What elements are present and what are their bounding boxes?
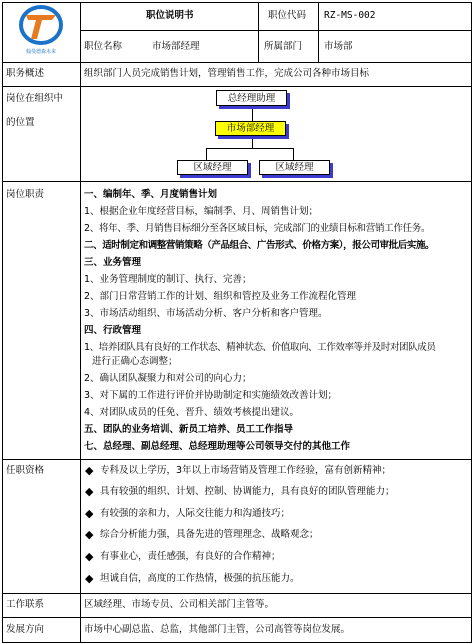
duty-line: 2、将年、季、月销售目标细分至各区域目标，完成部门的业绩目标和营销工作任务。 bbox=[84, 223, 431, 234]
org-connector-left bbox=[206, 148, 207, 160]
row-divider-duties bbox=[2, 459, 472, 460]
qualification-item: 综合分析能力强，具备先进的管理理念、战略观念； bbox=[100, 529, 319, 540]
table-border-bottom bbox=[2, 642, 472, 643]
qualification-item: 有事业心，责任感强，有良好的合作精神； bbox=[100, 551, 281, 562]
org-label-line1: 岗位在组织中 bbox=[6, 93, 64, 104]
duty-line: 1、根据企业年度经营目标，编制季、月、周销售计划； bbox=[84, 206, 319, 217]
duty-line: 2、部门日常营销工作的计划、组织和管控及业务工作流程化管理 bbox=[84, 291, 357, 302]
qualification-item: 坦诚自信，高度的工作热情，极强的抗压能力。 bbox=[100, 573, 300, 584]
column-divider-header-right bbox=[318, 2, 319, 63]
duty-heading: 三、业务管理 bbox=[84, 257, 142, 268]
column-divider-header-mid bbox=[258, 2, 259, 63]
org-label-line2: 的位置 bbox=[6, 117, 35, 128]
duty-heading: 二、适时制定和调整营销策略（产品组合、广告形式、价格方案），报公司审批后实施。 bbox=[84, 240, 435, 251]
row-divider-overview bbox=[2, 86, 472, 87]
qualification-item: 专科及以上学历，3年以上市场营销及管理工作经验，富有创新精神； bbox=[100, 465, 392, 476]
dept-label: 所属部门 bbox=[264, 41, 303, 52]
qualification-item: 有较强的亲和力，人际交往能力和沟通技巧； bbox=[100, 508, 291, 519]
row-divider-relations bbox=[2, 617, 472, 618]
work-relations-label: 工作联系 bbox=[6, 599, 45, 610]
development-label: 发展方向 bbox=[6, 624, 45, 635]
duty-heading: 四、行政管理 bbox=[84, 325, 142, 336]
duty-line: 3、市场活动组织、市场活动分析、客户分析和客户管理。 bbox=[84, 308, 328, 319]
row-divider-qualifications bbox=[2, 593, 472, 594]
bullet-icon: ◆ bbox=[85, 528, 94, 541]
logo-caption: 翰曼德森未来 bbox=[25, 49, 56, 55]
org-box-sub-right: 区域经理 bbox=[259, 160, 330, 175]
code-label: 职位代码 bbox=[268, 10, 307, 21]
row-divider-position bbox=[2, 62, 472, 63]
org-box-top: 总经理助理 bbox=[216, 90, 287, 106]
qualification-item: 具有较强的组织、计划、控制、协调能力，具有良好的团队管理能力； bbox=[100, 486, 395, 497]
column-divider-label bbox=[80, 2, 81, 643]
dept-value: 市场部 bbox=[324, 41, 353, 52]
bullet-icon: ◆ bbox=[85, 464, 94, 477]
row-divider-header bbox=[80, 30, 472, 31]
table-border-right bbox=[471, 2, 472, 643]
position-label: 职位名称 bbox=[84, 41, 123, 52]
table-border-left bbox=[2, 2, 3, 643]
overview-label: 职务概述 bbox=[6, 68, 45, 79]
table-border-top bbox=[2, 2, 472, 3]
duty-line: 4、对团队成员的任免、晋升、绩效考核提出建议。 bbox=[84, 407, 300, 418]
duty-line: 3、对下属的工作进行评价并协助制定和实施绩效改善计划； bbox=[84, 390, 338, 401]
bullet-icon: ◆ bbox=[85, 550, 94, 563]
code-value: RZ-MS-002 bbox=[324, 10, 376, 21]
work-relations-text: 区域经理、市场专员、公司相关部门主管等。 bbox=[84, 599, 275, 610]
duty-heading: 一、编制年、季、月度销售计划 bbox=[84, 189, 218, 200]
bullet-icon: ◆ bbox=[85, 485, 94, 498]
duty-heading: 五、团队的业务培训、新员工培养、员工工作指导 bbox=[84, 424, 294, 435]
duty-heading: 七、总经理、副总经理、总经理助理等公司领导交付的其他工作 bbox=[84, 441, 351, 452]
duty-line: 2、确认团队凝聚力和对公司的向心力； bbox=[84, 373, 252, 384]
position-value: 市场部经理 bbox=[152, 41, 200, 52]
company-logo bbox=[18, 5, 64, 59]
org-connector-right bbox=[293, 148, 294, 160]
org-connector-horizontal bbox=[206, 148, 293, 149]
bullet-icon: ◆ bbox=[85, 507, 94, 520]
overview-text: 组织部门人员完成销售计划，管理销售工作，完成公司各种市场目标 bbox=[84, 68, 370, 79]
duty-line: 1、培养团队具有良好的工作状态、精神状态、价值取向、工作效率等并及时对团队成员 bbox=[84, 342, 436, 353]
duty-line: 进行正确心态调整； bbox=[92, 356, 178, 367]
bullet-icon: ◆ bbox=[85, 572, 94, 585]
duty-line: 1、业务管理制度的制订、执行、完善； bbox=[84, 274, 252, 285]
org-box-sub-left: 区域经理 bbox=[177, 160, 248, 175]
row-divider-org bbox=[2, 181, 472, 182]
duties-label: 岗位职责 bbox=[6, 189, 45, 200]
doc-title: 职位说明书 bbox=[146, 10, 194, 21]
logo-mark-icon bbox=[18, 5, 64, 45]
qualifications-label: 任职资格 bbox=[6, 465, 45, 476]
org-box-current: 市场部经理 bbox=[215, 121, 286, 136]
development-text: 市场中心副总监、总监，其他部门主管，公司高管等岗位发展。 bbox=[84, 624, 351, 635]
